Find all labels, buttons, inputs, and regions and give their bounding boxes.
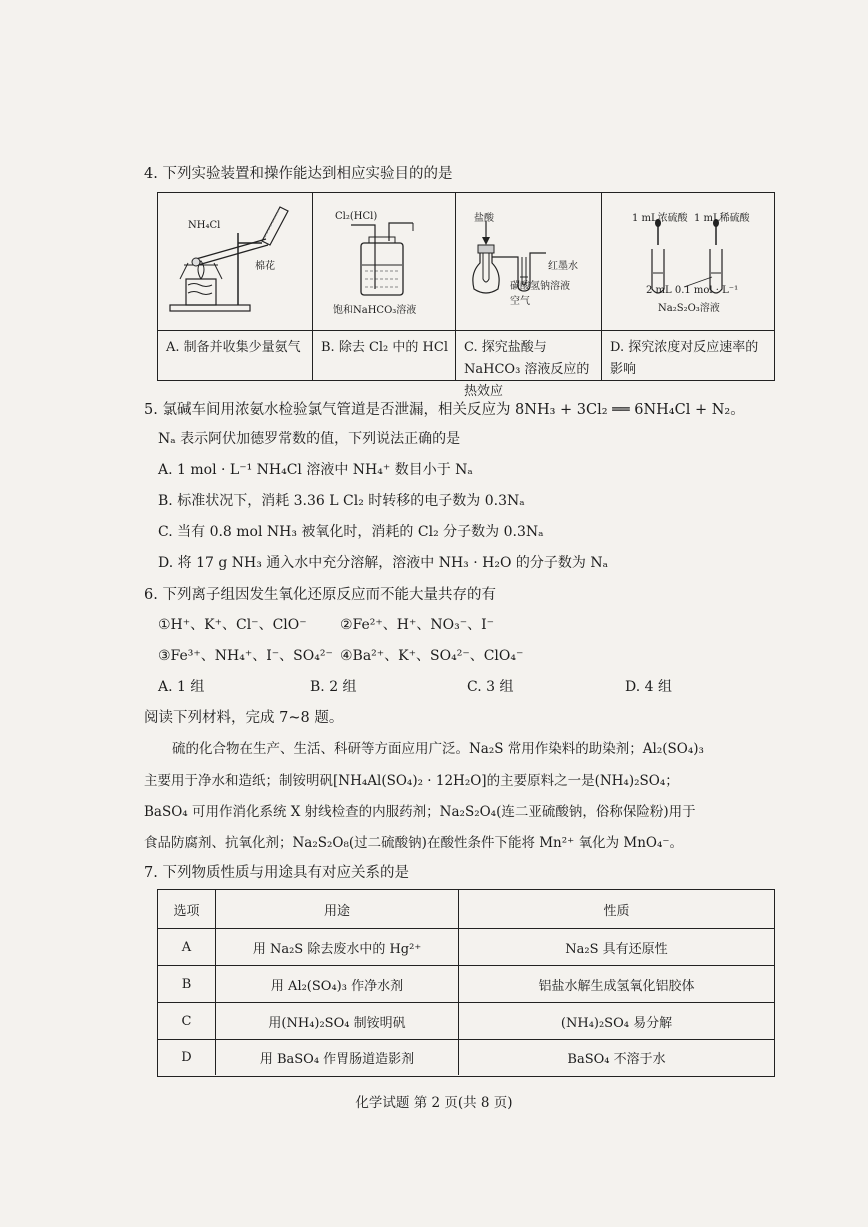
material-line-2: 主要用于净水和造纸；制铵明矾[NH₄Al(SO₄)₂ · 12H₂O]的主要原料之一是(NH₄)₂SO₄； bbox=[144, 773, 679, 789]
figure-c-acid: 盐酸 bbox=[474, 213, 494, 224]
material-line-1: 硫的化合物在生产、生活、科研等方面应用广泛。Na₂S 常用作染料的助染剂；Al₂(SO₄)₃ bbox=[172, 741, 704, 757]
q5-option-b: B. 标准状况下，消耗 3.36 L Cl₂ 时转移的电子数为 0.3Nₐ bbox=[158, 493, 525, 509]
figure-d-solution-name: Na₂S₂O₃溶液 bbox=[658, 303, 720, 314]
q6-group-1: ①H⁺、K⁺、Cl⁻、ClO⁻ bbox=[158, 617, 307, 633]
q6-option-c: C. 3 组 bbox=[467, 679, 514, 695]
q5-option-a: A. 1 mol · L⁻¹ NH₄Cl 溶液中 NH₄⁺ 数目小于 Nₐ bbox=[158, 462, 473, 478]
q6-option-a: A. 1 组 bbox=[158, 679, 205, 695]
q5-stem-line2: Nₐ 表示阿伏加德罗常数的值，下列说法正确的是 bbox=[158, 431, 461, 447]
page-footer: 化学试题 第 2 页(共 8 页) bbox=[355, 1095, 513, 1111]
q6-option-d: D. 4 组 bbox=[625, 679, 672, 695]
table-row bbox=[158, 928, 774, 965]
q6-group-3: ③Fe³⁺、NH₄⁺、I⁻、SO₄²⁻ bbox=[158, 648, 333, 664]
row-c-use: 用(NH₄)₂SO₄ 制铵明矾 bbox=[216, 1003, 459, 1039]
header-option: 选项 bbox=[158, 890, 216, 928]
row-a-use: 用 Na₂S 除去废水中的 Hg²⁺ bbox=[216, 929, 459, 965]
figure-d-solution-conc: 2 mL 0.1 mol · L⁻¹ bbox=[646, 285, 739, 296]
row-b-use: 用 Al₂(SO₄)₃ 作净水剂 bbox=[216, 966, 459, 1002]
figure-c-bicarbonate: 碳酸氢钠溶液 bbox=[510, 281, 570, 292]
table-row bbox=[158, 1002, 774, 1039]
figure-d-dilute-acid: 1 mL稀硫酸 bbox=[694, 213, 750, 224]
option-b-caption: B. 除去 Cl₂ 中的 HCl bbox=[313, 330, 456, 380]
row-c-option: C bbox=[158, 1003, 216, 1039]
figure-d-conc-acid: 1 mL浓硫酸 bbox=[632, 213, 688, 224]
row-d-property: BaSO₄ 不溶于水 bbox=[567, 1052, 666, 1067]
row-d-use: 用 BaSO₄ 作胃肠道造影剂 bbox=[216, 1040, 459, 1075]
table-row bbox=[158, 965, 774, 1002]
q7-stem: 7. 下列物质性质与用途具有对应关系的是 bbox=[144, 865, 409, 881]
figure-c-cell bbox=[456, 193, 602, 330]
q4-stem: 4. 下列实验装置和操作能达到相应实验目的的是 bbox=[144, 166, 453, 182]
row-a-option: A bbox=[158, 929, 216, 965]
q6-group-2: ②Fe²⁺、H⁺、NO₃⁻、I⁻ bbox=[340, 617, 495, 633]
row-b-property: 铝盐水解生成氢氧化铝胶体 bbox=[538, 978, 695, 994]
header-use: 用途 bbox=[216, 890, 459, 928]
row-a-property: Na₂S 具有还原性 bbox=[565, 941, 668, 957]
q7-property-table bbox=[157, 889, 775, 1077]
material-line-3: BaSO₄ 可用作消化系统 X 射线检查的内服药剂；Na₂S₂O₄(连二亚硫酸钠，俗称保险粉)用于 bbox=[144, 804, 696, 820]
q5-option-d: D. 将 17 g NH₃ 通入水中充分溶解，溶液中 NH₃ · H₂O 的分子数为 Nₐ bbox=[158, 555, 608, 571]
q6-option-b: B. 2 组 bbox=[310, 679, 357, 695]
option-d-caption: D. 探究浓度对反应速率的影响 bbox=[602, 330, 774, 380]
option-c-caption: C. 探究盐酸与 NaHCO₃ 溶液反应的热效应 bbox=[456, 330, 602, 380]
figure-d-cell bbox=[602, 193, 774, 330]
figure-c-air: 空气 bbox=[510, 296, 530, 307]
figure-b-cell bbox=[313, 193, 456, 330]
header-property: 性质 bbox=[603, 903, 630, 919]
q6-group-4: ④Ba²⁺、K⁺、SO₄²⁻、ClO₄⁻ bbox=[340, 648, 524, 664]
row-c-property: (NH₄)₂SO₄ 易分解 bbox=[560, 1015, 673, 1031]
q6-stem: 6. 下列离子组因发生氧化还原反应而不能大量共存的有 bbox=[144, 587, 496, 603]
figure-a-cell bbox=[158, 193, 313, 330]
material-line-4: 食品防腐剂、抗氧化剂；Na₂S₂O₈(过二硫酸钠)在酸性条件下能将 Mn²⁺ 氧化为 MnO₄⁻。 bbox=[144, 835, 683, 851]
q5-stem-line1: 5. 氯碱车间用浓氨水检验氯气管道是否泄漏，相关反应为 8NH₃ + 3Cl₂ ══ 6NH₄Cl + N₂。 bbox=[144, 402, 745, 418]
ammonia-apparatus-figure bbox=[158, 193, 313, 330]
q5-option-c: C. 当有 0.8 mol NH₃ 被氧化时，消耗的 Cl₂ 分子数为 0.3Nₐ bbox=[158, 524, 544, 540]
row-d-option: D bbox=[158, 1040, 216, 1075]
material-intro: 阅读下列材料，完成 7~8 题。 bbox=[144, 710, 344, 726]
table-header-row bbox=[158, 890, 774, 928]
table-row bbox=[158, 1039, 774, 1075]
option-a-caption: A. 制备并收集少量氨气 bbox=[158, 330, 313, 380]
figure-a-reagent: NH₄Cl bbox=[188, 220, 221, 231]
figure-b-solution: 饱和NaHCO₃溶液 bbox=[333, 305, 417, 316]
q4-apparatus-table bbox=[157, 192, 775, 399]
figure-a-cotton: 棉花 bbox=[255, 261, 275, 272]
figure-b-gas: Cl₂(HCl) bbox=[335, 211, 378, 222]
figure-c-ink: 红墨水 bbox=[548, 261, 578, 272]
row-b-option: B bbox=[158, 966, 216, 1002]
